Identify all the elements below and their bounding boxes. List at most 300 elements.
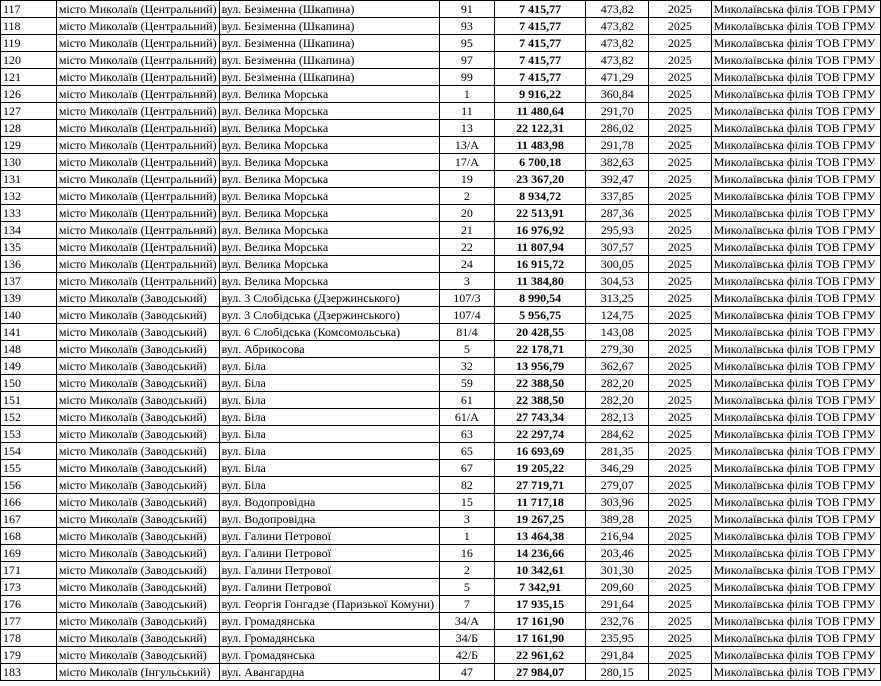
organization-cell: Миколаївська філія ТОВ ГРМУ xyxy=(711,664,880,681)
year-cell: 2025 xyxy=(649,205,711,222)
organization-cell: Миколаївська філія ТОВ ГРМУ xyxy=(711,477,880,494)
cost-cell: 22 297,74 xyxy=(495,426,586,443)
settlement-cell: місто Миколаїв (Центральний) xyxy=(56,69,219,86)
organization-cell: Миколаївська філія ТОВ ГРМУ xyxy=(711,358,880,375)
settlement-cell: місто Миколаїв (Заводський) xyxy=(56,562,219,579)
row-number-cell: 131 xyxy=(1,171,57,188)
year-cell: 2025 xyxy=(649,460,711,477)
rate-cell: 282,13 xyxy=(586,409,649,426)
street-cell: вул. Біла xyxy=(219,392,439,409)
house-number-cell: 24 xyxy=(439,256,494,273)
house-number-cell: 13 xyxy=(439,120,494,137)
house-number-cell: 5 xyxy=(439,579,494,596)
rate-cell: 382,63 xyxy=(586,154,649,171)
rate-cell: 216,94 xyxy=(586,528,649,545)
year-cell: 2025 xyxy=(649,256,711,273)
year-cell: 2025 xyxy=(649,426,711,443)
year-cell: 2025 xyxy=(649,562,711,579)
row-number-cell: 153 xyxy=(1,426,57,443)
organization-cell: Миколаївська філія ТОВ ГРМУ xyxy=(711,86,880,103)
row-number-cell: 128 xyxy=(1,120,57,137)
settlement-cell: місто Миколаїв (Заводський) xyxy=(56,630,219,647)
settlement-cell: місто Миколаїв (Заводський) xyxy=(56,324,219,341)
house-number-cell: 93 xyxy=(439,18,494,35)
rate-cell: 282,20 xyxy=(586,375,649,392)
table-row xyxy=(1,528,881,545)
cost-cell: 22 178,71 xyxy=(495,341,586,358)
rate-cell: 295,93 xyxy=(586,222,649,239)
cost-cell: 14 236,66 xyxy=(495,545,586,562)
street-cell: вул. Велика Морська xyxy=(219,86,439,103)
row-number-cell: 155 xyxy=(1,460,57,477)
street-cell: вул. Біла xyxy=(219,409,439,426)
rate-cell: 209,60 xyxy=(586,579,649,596)
house-number-cell: 107/4 xyxy=(439,307,494,324)
row-number-cell: 121 xyxy=(1,69,57,86)
organization-cell: Миколаївська філія ТОВ ГРМУ xyxy=(711,511,880,528)
house-number-cell: 20 xyxy=(439,205,494,222)
settlement-cell: місто Миколаїв (Заводський) xyxy=(56,358,219,375)
settlement-cell: місто Миколаїв (Заводський) xyxy=(56,392,219,409)
house-number-cell: 32 xyxy=(439,358,494,375)
settlement-cell: місто Миколаїв (Центральний) xyxy=(56,120,219,137)
cost-cell: 8 934,72 xyxy=(495,188,586,205)
year-cell: 2025 xyxy=(649,307,711,324)
table-row xyxy=(1,137,881,154)
organization-cell: Миколаївська філія ТОВ ГРМУ xyxy=(711,647,880,664)
year-cell: 2025 xyxy=(649,137,711,154)
cost-cell: 11 480,64 xyxy=(495,103,586,120)
year-cell: 2025 xyxy=(649,375,711,392)
rate-cell: 360,84 xyxy=(586,86,649,103)
cost-cell: 27 984,07 xyxy=(495,664,586,681)
organization-cell: Миколаївська філія ТОВ ГРМУ xyxy=(711,52,880,69)
rate-cell: 304,53 xyxy=(586,273,649,290)
table-row xyxy=(1,545,881,562)
settlement-cell: місто Миколаїв (Центральний) xyxy=(56,171,219,188)
street-cell: вул. 6 Слобідська (Комсомольська) xyxy=(219,324,439,341)
rate-cell: 284,62 xyxy=(586,426,649,443)
rate-cell: 389,28 xyxy=(586,511,649,528)
year-cell: 2025 xyxy=(649,290,711,307)
settlement-cell: місто Миколаїв (Заводський) xyxy=(56,443,219,460)
house-number-cell: 95 xyxy=(439,35,494,52)
street-cell: вул. Велика Морська xyxy=(219,222,439,239)
organization-cell: Миколаївська філія ТОВ ГРМУ xyxy=(711,18,880,35)
organization-cell: Миколаївська філія ТОВ ГРМУ xyxy=(711,273,880,290)
rate-cell: 300,05 xyxy=(586,256,649,273)
year-cell: 2025 xyxy=(649,171,711,188)
house-number-cell: 65 xyxy=(439,443,494,460)
row-number-cell: 156 xyxy=(1,477,57,494)
cost-cell: 7 415,77 xyxy=(495,35,586,52)
year-cell: 2025 xyxy=(649,18,711,35)
house-number-cell: 3 xyxy=(439,511,494,528)
row-number-cell: 166 xyxy=(1,494,57,511)
row-number-cell: 130 xyxy=(1,154,57,171)
street-cell: вул. Біла xyxy=(219,358,439,375)
row-number-cell: 169 xyxy=(1,545,57,562)
row-number-cell: 154 xyxy=(1,443,57,460)
settlement-cell: місто Миколаїв (Центральний) xyxy=(56,1,219,18)
street-cell: вул. Галини Петрової xyxy=(219,562,439,579)
rate-cell: 124,75 xyxy=(586,307,649,324)
rate-cell: 291,64 xyxy=(586,596,649,613)
organization-cell: Миколаївська філія ТОВ ГРМУ xyxy=(711,1,880,18)
year-cell: 2025 xyxy=(649,86,711,103)
street-cell: вул. Біла xyxy=(219,375,439,392)
row-number-cell: 132 xyxy=(1,188,57,205)
rate-cell: 303,96 xyxy=(586,494,649,511)
settlement-cell: місто Миколаїв (Заводський) xyxy=(56,596,219,613)
house-number-cell: 34/А xyxy=(439,613,494,630)
street-cell: вул. Велика Морська xyxy=(219,137,439,154)
house-number-cell: 1 xyxy=(439,86,494,103)
organization-cell: Миколаївська філія ТОВ ГРМУ xyxy=(711,137,880,154)
organization-cell: Миколаївська філія ТОВ ГРМУ xyxy=(711,630,880,647)
cost-cell: 8 990,54 xyxy=(495,290,586,307)
settlement-cell: місто Миколаїв (Інгульський) xyxy=(56,664,219,681)
street-cell: вул. Велика Морська xyxy=(219,273,439,290)
table-row xyxy=(1,426,881,443)
year-cell: 2025 xyxy=(649,409,711,426)
table-row xyxy=(1,52,881,69)
table-row xyxy=(1,562,881,579)
street-cell: вул. Авангардна xyxy=(219,664,439,681)
settlement-cell: місто Миколаїв (Центральний) xyxy=(56,239,219,256)
organization-cell: Миколаївська філія ТОВ ГРМУ xyxy=(711,69,880,86)
street-cell: вул. Біла xyxy=(219,460,439,477)
row-number-cell: 149 xyxy=(1,358,57,375)
organization-cell: Миколаївська філія ТОВ ГРМУ xyxy=(711,307,880,324)
settlement-cell: місто Миколаїв (Центральний) xyxy=(56,18,219,35)
house-number-cell: 91 xyxy=(439,1,494,18)
house-number-cell: 15 xyxy=(439,494,494,511)
settlement-cell: місто Миколаїв (Центральний) xyxy=(56,205,219,222)
street-cell: вул. Галини Петрової xyxy=(219,528,439,545)
settlement-cell: місто Миколаїв (Заводський) xyxy=(56,528,219,545)
cost-cell: 11 807,94 xyxy=(495,239,586,256)
settlement-cell: місто Миколаїв (Центральний) xyxy=(56,256,219,273)
row-number-cell: 171 xyxy=(1,562,57,579)
year-cell: 2025 xyxy=(649,545,711,562)
table-row xyxy=(1,375,881,392)
table-row xyxy=(1,494,881,511)
table-row xyxy=(1,664,881,681)
row-number-cell: 135 xyxy=(1,239,57,256)
house-number-cell: 2 xyxy=(439,188,494,205)
house-number-cell: 13/А xyxy=(439,137,494,154)
organization-cell: Миколаївська філія ТОВ ГРМУ xyxy=(711,494,880,511)
row-number-cell: 183 xyxy=(1,664,57,681)
street-cell: вул. Біла xyxy=(219,477,439,494)
rate-cell: 203,46 xyxy=(586,545,649,562)
house-number-cell: 3 xyxy=(439,273,494,290)
table-row xyxy=(1,35,881,52)
street-cell: вул. Громадянська xyxy=(219,613,439,630)
table-row xyxy=(1,647,881,664)
year-cell: 2025 xyxy=(649,392,711,409)
rate-cell: 235,95 xyxy=(586,630,649,647)
table-row xyxy=(1,205,881,222)
street-cell: вул. Велика Морська xyxy=(219,188,439,205)
table-body xyxy=(1,1,881,681)
settlement-cell: місто Миколаїв (Центральний) xyxy=(56,188,219,205)
rate-cell: 232,76 xyxy=(586,613,649,630)
organization-cell: Миколаївська філія ТОВ ГРМУ xyxy=(711,596,880,613)
table-row xyxy=(1,256,881,273)
rate-cell: 362,67 xyxy=(586,358,649,375)
street-cell: вул. Велика Морська xyxy=(219,256,439,273)
organization-cell: Миколаївська філія ТОВ ГРМУ xyxy=(711,579,880,596)
rate-cell: 291,84 xyxy=(586,647,649,664)
rate-cell: 473,82 xyxy=(586,18,649,35)
year-cell: 2025 xyxy=(649,273,711,290)
cost-cell: 13 956,79 xyxy=(495,358,586,375)
table-row xyxy=(1,103,881,120)
cost-cell: 11 717,18 xyxy=(495,494,586,511)
settlement-cell: місто Миколаїв (Заводський) xyxy=(56,341,219,358)
cost-cell: 16 976,92 xyxy=(495,222,586,239)
year-cell: 2025 xyxy=(649,188,711,205)
year-cell: 2025 xyxy=(649,341,711,358)
year-cell: 2025 xyxy=(649,613,711,630)
row-number-cell: 178 xyxy=(1,630,57,647)
row-number-cell: 168 xyxy=(1,528,57,545)
organization-cell: Миколаївська філія ТОВ ГРМУ xyxy=(711,460,880,477)
table-row xyxy=(1,392,881,409)
organization-cell: Миколаївська філія ТОВ ГРМУ xyxy=(711,205,880,222)
house-number-cell: 21 xyxy=(439,222,494,239)
house-number-cell: 61/А xyxy=(439,409,494,426)
table-row xyxy=(1,477,881,494)
street-cell: вул. Галини Петрової xyxy=(219,579,439,596)
cost-cell: 5 956,75 xyxy=(495,307,586,324)
row-number-cell: 177 xyxy=(1,613,57,630)
house-number-cell: 47 xyxy=(439,664,494,681)
street-cell: вул. Велика Морська xyxy=(219,103,439,120)
year-cell: 2025 xyxy=(649,596,711,613)
house-number-cell: 17/А xyxy=(439,154,494,171)
year-cell: 2025 xyxy=(649,69,711,86)
settlement-cell: місто Миколаїв (Заводський) xyxy=(56,409,219,426)
organization-cell: Миколаївська філія ТОВ ГРМУ xyxy=(711,392,880,409)
rate-cell: 279,07 xyxy=(586,477,649,494)
year-cell: 2025 xyxy=(649,222,711,239)
rate-cell: 301,30 xyxy=(586,562,649,579)
cost-cell: 13 464,38 xyxy=(495,528,586,545)
cost-cell: 22 961,62 xyxy=(495,647,586,664)
row-number-cell: 137 xyxy=(1,273,57,290)
street-cell: вул. Велика Морська xyxy=(219,120,439,137)
table-row xyxy=(1,18,881,35)
year-cell: 2025 xyxy=(649,664,711,681)
table-row xyxy=(1,273,881,290)
cost-cell: 17 161,90 xyxy=(495,613,586,630)
row-number-cell: 176 xyxy=(1,596,57,613)
row-number-cell: 133 xyxy=(1,205,57,222)
street-cell: вул. Велика Морська xyxy=(219,205,439,222)
cost-cell: 20 428,55 xyxy=(495,324,586,341)
settlement-cell: місто Миколаїв (Заводський) xyxy=(56,290,219,307)
house-number-cell: 59 xyxy=(439,375,494,392)
row-number-cell: 148 xyxy=(1,341,57,358)
row-number-cell: 127 xyxy=(1,103,57,120)
organization-cell: Миколаївська філія ТОВ ГРМУ xyxy=(711,375,880,392)
row-number-cell: 139 xyxy=(1,290,57,307)
rate-cell: 313,25 xyxy=(586,290,649,307)
organization-cell: Миколаївська філія ТОВ ГРМУ xyxy=(711,35,880,52)
table-row xyxy=(1,511,881,528)
street-cell: вул. Галини Петрової xyxy=(219,545,439,562)
house-number-cell: 34/Б xyxy=(439,630,494,647)
organization-cell: Миколаївська філія ТОВ ГРМУ xyxy=(711,613,880,630)
street-cell: вул. Георгія Гонгадзе (Паризької Комуни) xyxy=(219,596,439,613)
year-cell: 2025 xyxy=(649,528,711,545)
year-cell: 2025 xyxy=(649,103,711,120)
settlement-cell: місто Миколаїв (Заводський) xyxy=(56,477,219,494)
organization-cell: Миколаївська філія ТОВ ГРМУ xyxy=(711,222,880,239)
row-number-cell: 134 xyxy=(1,222,57,239)
rate-cell: 473,82 xyxy=(586,1,649,18)
settlement-cell: місто Миколаїв (Центральний) xyxy=(56,273,219,290)
table-row xyxy=(1,120,881,137)
house-number-cell: 61 xyxy=(439,392,494,409)
settlement-cell: місто Миколаїв (Заводський) xyxy=(56,460,219,477)
organization-cell: Миколаївська філія ТОВ ГРМУ xyxy=(711,171,880,188)
cost-cell: 23 367,20 xyxy=(495,171,586,188)
rate-cell: 282,20 xyxy=(586,392,649,409)
house-number-cell: 22 xyxy=(439,239,494,256)
organization-cell: Миколаївська філія ТОВ ГРМУ xyxy=(711,341,880,358)
house-number-cell: 99 xyxy=(439,69,494,86)
table-row xyxy=(1,188,881,205)
table-row xyxy=(1,613,881,630)
table-row xyxy=(1,409,881,426)
settlement-cell: місто Миколаїв (Центральний) xyxy=(56,154,219,171)
rate-cell: 280,15 xyxy=(586,664,649,681)
cost-cell: 19 205,22 xyxy=(495,460,586,477)
cost-cell: 7 415,77 xyxy=(495,1,586,18)
row-number-cell: 119 xyxy=(1,35,57,52)
cost-cell: 7 415,77 xyxy=(495,69,586,86)
street-cell: вул. Біла xyxy=(219,443,439,460)
house-number-cell: 107/3 xyxy=(439,290,494,307)
table-row xyxy=(1,630,881,647)
table-row xyxy=(1,307,881,324)
row-number-cell: 152 xyxy=(1,409,57,426)
cost-cell: 11 483,98 xyxy=(495,137,586,154)
house-number-cell: 42/Б xyxy=(439,647,494,664)
organization-cell: Миколаївська філія ТОВ ГРМУ xyxy=(711,239,880,256)
organization-cell: Миколаївська філія ТОВ ГРМУ xyxy=(711,409,880,426)
cost-cell: 11 384,80 xyxy=(495,273,586,290)
street-cell: вул. Безіменна (Шкапина) xyxy=(219,18,439,35)
table-row xyxy=(1,324,881,341)
organization-cell: Миколаївська філія ТОВ ГРМУ xyxy=(711,188,880,205)
row-number-cell: 129 xyxy=(1,137,57,154)
cost-cell: 6 700,18 xyxy=(495,154,586,171)
street-cell: вул. Біла xyxy=(219,426,439,443)
settlement-cell: місто Миколаїв (Центральний) xyxy=(56,35,219,52)
rate-cell: 473,82 xyxy=(586,35,649,52)
cost-cell: 7 415,77 xyxy=(495,52,586,69)
table-row xyxy=(1,290,881,307)
rate-cell: 286,02 xyxy=(586,120,649,137)
rate-cell: 337,85 xyxy=(586,188,649,205)
cost-cell: 7 415,77 xyxy=(495,18,586,35)
settlement-cell: місто Миколаїв (Центральний) xyxy=(56,52,219,69)
rate-cell: 287,36 xyxy=(586,205,649,222)
organization-cell: Миколаївська філія ТОВ ГРМУ xyxy=(711,562,880,579)
row-number-cell: 140 xyxy=(1,307,57,324)
house-number-cell: 2 xyxy=(439,562,494,579)
house-number-cell: 16 xyxy=(439,545,494,562)
year-cell: 2025 xyxy=(649,324,711,341)
table-row xyxy=(1,460,881,477)
year-cell: 2025 xyxy=(649,1,711,18)
street-cell: вул. 3 Слобідська (Дзержинського) xyxy=(219,290,439,307)
street-cell: вул. Громадянська xyxy=(219,630,439,647)
house-number-cell: 82 xyxy=(439,477,494,494)
cost-cell: 22 388,50 xyxy=(495,392,586,409)
year-cell: 2025 xyxy=(649,494,711,511)
settlement-cell: місто Миколаїв (Заводський) xyxy=(56,579,219,596)
organization-cell: Миколаївська філія ТОВ ГРМУ xyxy=(711,443,880,460)
year-cell: 2025 xyxy=(649,511,711,528)
settlement-cell: місто Миколаїв (Заводський) xyxy=(56,375,219,392)
rate-cell: 279,30 xyxy=(586,341,649,358)
street-cell: вул. Безіменна (Шкапина) xyxy=(219,1,439,18)
settlement-cell: місто Миколаїв (Заводський) xyxy=(56,647,219,664)
house-number-cell: 67 xyxy=(439,460,494,477)
settlement-cell: місто Миколаїв (Центральний) xyxy=(56,103,219,120)
year-cell: 2025 xyxy=(649,443,711,460)
row-number-cell: 151 xyxy=(1,392,57,409)
table-row xyxy=(1,69,881,86)
table-row xyxy=(1,86,881,103)
settlement-cell: місто Миколаїв (Заводський) xyxy=(56,494,219,511)
table-row xyxy=(1,154,881,171)
row-number-cell: 150 xyxy=(1,375,57,392)
row-number-cell: 117 xyxy=(1,1,57,18)
street-cell: вул. Безіменна (Шкапина) xyxy=(219,52,439,69)
organization-cell: Миколаївська філія ТОВ ГРМУ xyxy=(711,426,880,443)
year-cell: 2025 xyxy=(649,647,711,664)
settlement-cell: місто Миколаїв (Заводський) xyxy=(56,307,219,324)
row-number-cell: 173 xyxy=(1,579,57,596)
table-row xyxy=(1,358,881,375)
year-cell: 2025 xyxy=(649,52,711,69)
row-number-cell: 141 xyxy=(1,324,57,341)
row-number-cell: 120 xyxy=(1,52,57,69)
cost-cell: 27 719,71 xyxy=(495,477,586,494)
year-cell: 2025 xyxy=(649,630,711,647)
street-cell: вул. Абрикосова xyxy=(219,341,439,358)
rate-cell: 392,47 xyxy=(586,171,649,188)
rate-cell: 281,35 xyxy=(586,443,649,460)
settlement-cell: місто Миколаїв (Заводський) xyxy=(56,511,219,528)
house-number-cell: 19 xyxy=(439,171,494,188)
table-row xyxy=(1,579,881,596)
organization-cell: Миколаївська філія ТОВ ГРМУ xyxy=(711,154,880,171)
house-number-cell: 63 xyxy=(439,426,494,443)
street-cell: вул. Громадянська xyxy=(219,647,439,664)
organization-cell: Миколаївська філія ТОВ ГРМУ xyxy=(711,120,880,137)
organization-cell: Миколаївська філія ТОВ ГРМУ xyxy=(711,324,880,341)
table-row xyxy=(1,222,881,239)
cost-cell: 7 342,91 xyxy=(495,579,586,596)
